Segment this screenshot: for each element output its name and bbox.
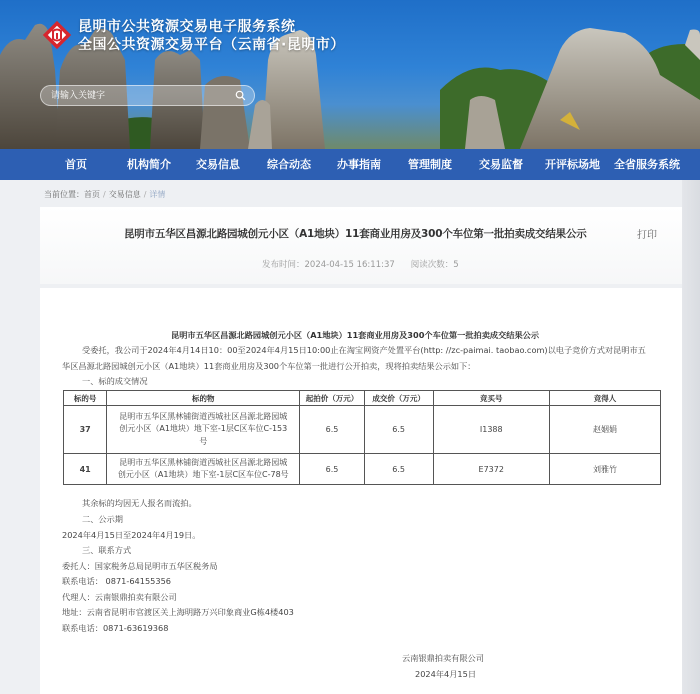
- column-header: 竞买号: [433, 391, 550, 406]
- lot-item: [107, 454, 300, 485]
- table-row: [64, 406, 661, 454]
- table-header-row: [64, 391, 661, 406]
- nav-item-home[interactable]: 首页: [65, 158, 87, 171]
- lot-item: [107, 406, 300, 454]
- start-price: 6.5: [300, 406, 364, 454]
- search-input[interactable]: [51, 89, 231, 103]
- article-body-title: 昆明市五华区昌源北路园城创元小区（A1地块）11套商业用房及300个车位第一批拍卖成交结果公示: [171, 330, 540, 340]
- nav-item-news[interactable]: 综合动态: [267, 158, 311, 171]
- section-heading-2: 二、公示期: [82, 514, 123, 524]
- deal-price: 6.5: [364, 454, 433, 485]
- signature-date: 2024年4月15日: [415, 669, 477, 679]
- breadcrumb-current: 详情: [149, 190, 166, 199]
- breadcrumb-home[interactable]: 首页: [84, 190, 100, 199]
- nav-item-venues[interactable]: 开评标场地: [545, 158, 600, 171]
- agent-address: 地址：云南省昆明市官渡区关上海明路万兴印象商业G栋4楼403: [62, 607, 294, 617]
- lot-item-line: 创元小区（A1地块）地下室-1层C区车位C-153: [119, 424, 288, 434]
- breadcrumb-separator: /: [103, 190, 106, 199]
- client-info: 委托人：国家税务总局昆明市五华区税务局: [62, 561, 218, 571]
- column-header: 标的物: [107, 391, 300, 406]
- column-header: 起拍价（万元）: [300, 391, 364, 406]
- winner: 赵姻娟: [550, 406, 661, 454]
- breadcrumb: [44, 189, 165, 200]
- nav-item-guide[interactable]: 办事指南: [337, 158, 381, 171]
- agent-phone: 联系电话：0871-63619368: [62, 623, 169, 633]
- nav-item-trading-info[interactable]: 交易信息: [196, 158, 240, 171]
- lot-item-line: 创元小区（A1地块）地下室-1层C区车位C-78号: [117, 470, 289, 479]
- search-box: [40, 85, 255, 106]
- site-title-line1: 昆明市公共资源交易电子服务系统: [78, 19, 296, 35]
- lot-item-line: 昆明市五华区黑林铺街道西城社区昌源北路园城: [119, 457, 288, 467]
- nav-item-about[interactable]: 机构简介: [127, 158, 171, 171]
- main-nav: [0, 149, 700, 180]
- lot-number: 41: [64, 454, 107, 485]
- section-heading-3: 三、联系方式: [82, 545, 132, 555]
- agent-info: 代理人：云南银鼎拍卖有限公司: [62, 592, 177, 602]
- signature-company: 云南银鼎拍卖有限公司: [402, 653, 484, 663]
- publish-time: 发布时间：2024-04-15 16:11:37: [262, 260, 395, 270]
- site-title: [78, 18, 345, 54]
- deal-price: 6.5: [364, 406, 433, 454]
- remaining-note: 其余标的均因无人报名而流拍。: [82, 498, 197, 508]
- results-table: [63, 390, 661, 485]
- breadcrumb-separator: /: [143, 190, 147, 199]
- site-logo-icon: [42, 20, 72, 50]
- section-heading-1: 一、标的成交情况: [82, 376, 148, 386]
- page-scrollbar-area: [682, 180, 700, 694]
- column-header: 竞得人: [550, 391, 661, 406]
- print-button[interactable]: 打印: [637, 230, 657, 241]
- nav-item-province-systems[interactable]: 全省服务系统: [614, 158, 680, 171]
- breadcrumb-prefix: 当前位置：: [44, 190, 84, 199]
- site-title-line2: 全国公共资源交易平台（云南省·昆明市）: [78, 37, 345, 53]
- winner: 刘雅竹: [550, 454, 661, 485]
- search-icon[interactable]: [235, 90, 246, 101]
- intro-paragraph-line1: 受委托，我公司于2024年4月14日10：00至2024年4月15日10:00止在淘宝网资产处置平台(http: //zc-paimai. taobao.com)以电子竞价方式对昆明市五: [82, 345, 646, 355]
- client-phone: 联系电话： 0871-64155356: [62, 576, 172, 586]
- lot-item-line: 号: [199, 436, 208, 446]
- article-header: [40, 207, 682, 284]
- article-meta: [262, 258, 459, 270]
- nav-item-regulations[interactable]: 管理制度: [408, 158, 452, 171]
- nav-item-supervision[interactable]: 交易监督: [479, 158, 523, 171]
- page-title: 昆明市五华区昌源北路园城创元小区（A1地块）11套商业用房及300个车位第一批拍卖成交结果公示: [124, 228, 587, 240]
- bid-number: E7372: [433, 454, 550, 485]
- table-row: [64, 454, 661, 485]
- column-header: 标的号: [64, 391, 107, 406]
- read-count: 阅读次数：5: [410, 260, 459, 270]
- header-banner: [0, 0, 700, 149]
- lot-number: 37: [64, 406, 107, 454]
- bid-number: I1388: [433, 406, 550, 454]
- breadcrumb-trading-info[interactable]: 交易信息: [108, 190, 141, 199]
- lot-item-line: 昆明市五华区黑林铺街道西城社区昌源北路园城: [119, 411, 288, 421]
- article-body: [40, 288, 682, 694]
- publicity-period: 2024年4月15日至2024年4月19日。: [62, 530, 201, 540]
- start-price: 6.5: [300, 454, 364, 485]
- intro-paragraph-line2: 华区昌源北路园城创元小区（A1地块）11套商业用房及300个车位第一批进行公开拍卖，现将拍卖结果公示如下：: [62, 361, 476, 371]
- column-header: 成交价（万元）: [364, 391, 433, 406]
